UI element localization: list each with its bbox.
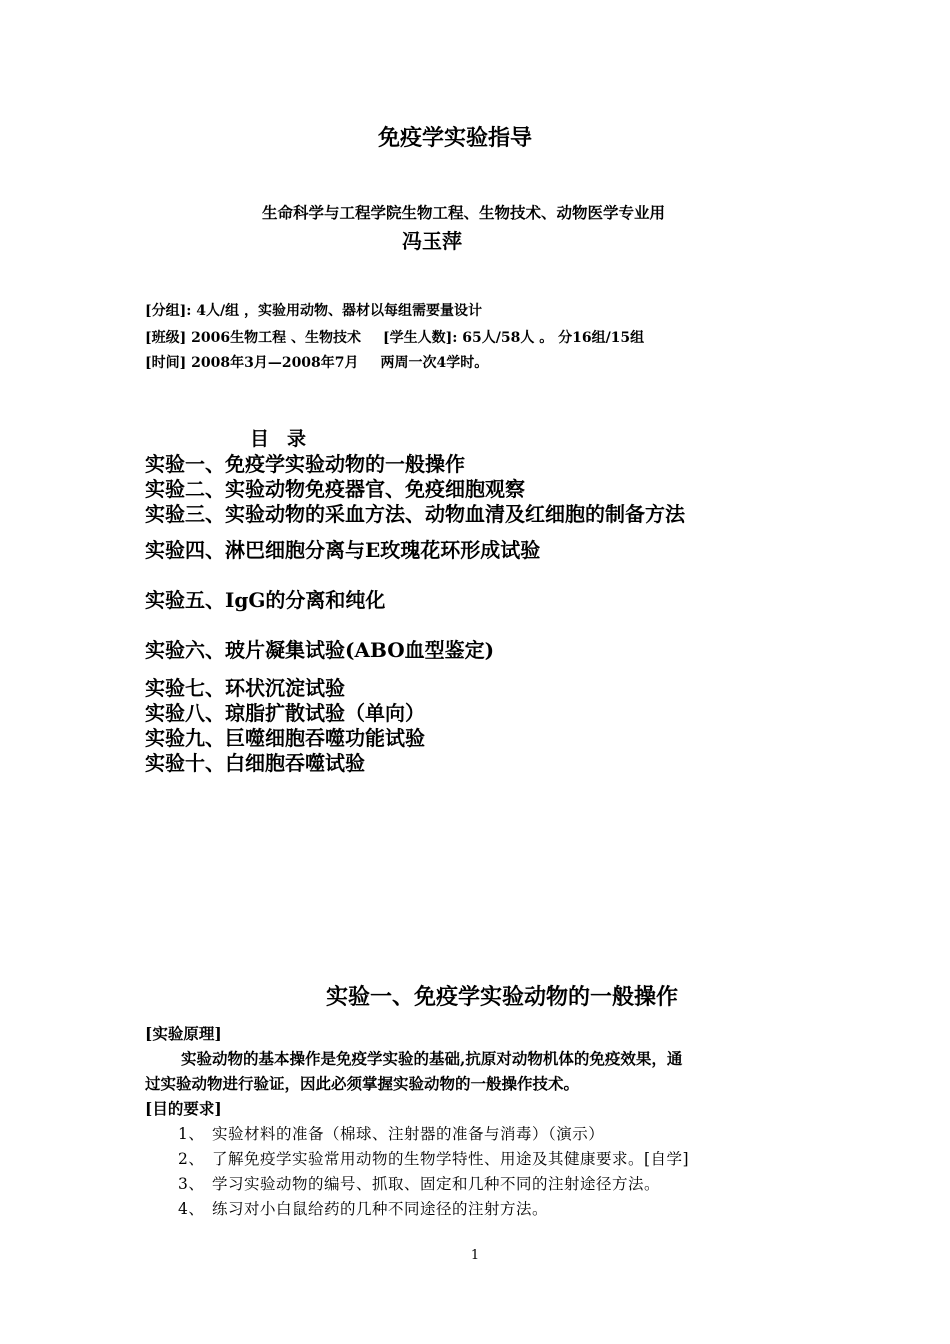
info-class-label: [班级] 2006生物工程 、生物技术 — [145, 330, 361, 346]
page-number: 1 — [470, 1248, 480, 1263]
requirement-number: 3、 — [178, 1175, 205, 1193]
toc-item: 实验三、实验动物的采血方法、动物血清及红细胞的制备方法 — [145, 502, 685, 526]
requirement-item — [178, 1147, 689, 1169]
info-time-range: [时间] 2008年3月—2008年7月 — [145, 355, 359, 371]
requirement-text: 了解免疫学实验常用动物的生物学特性、用途及其健康要求。[自学] — [212, 1150, 690, 1168]
info-time — [145, 352, 488, 372]
info-frequency: 两周一次4学时。 — [380, 355, 489, 371]
toc-item: 实验六、玻片凝集试验(ABO血型鉴定) — [145, 638, 495, 662]
toc-item: 实验九、巨噬细胞吞噬功能试验 — [145, 726, 425, 750]
toc-item: 实验十、白细胞吞噬试验 — [145, 751, 365, 775]
toc-item: 实验五、IgG的分离和纯化 — [145, 588, 386, 612]
principle-line-1: 实验动物的基本操作是免疫学实验的基础,抗原对动物机体的免疫效果，通 — [181, 1049, 683, 1068]
requirements-label: [目的要求] — [145, 1099, 222, 1118]
toc-item: 实验二、实验动物免疫器官、免疫细胞观察 — [145, 477, 525, 501]
toc-heading: 目录 — [250, 428, 325, 450]
principle-line-2: 过实验动物进行验证，因此必须掌握实验动物的一般操作技术。 — [145, 1074, 580, 1093]
requirement-text: 练习对小白鼠给药的几种不同途径的注射方法。 — [212, 1200, 549, 1218]
document-subtitle: 生命科学与工程学院生物工程、生物技术、动物医学专业用 — [262, 203, 666, 222]
requirement-item — [178, 1172, 660, 1194]
toc-item: 实验八、琼脂扩散试验（单向） — [145, 701, 425, 725]
toc-item: 实验一、免疫学实验动物的一般操作 — [145, 452, 465, 476]
toc-item: 实验七、环状沉淀试验 — [145, 676, 345, 700]
author-name: 冯玉萍 — [402, 229, 462, 253]
toc-item: 实验四、淋巴细胞分离与E玫瑰花环形成试验 — [145, 538, 541, 562]
info-student-count: [学生人数]: 65人/58人 。 分16组/15组 — [382, 330, 645, 346]
requirement-item — [178, 1197, 548, 1219]
requirement-text: 实验材料的准备（棉球、注射器的准备与消毒）（演示） — [212, 1125, 605, 1143]
section-title: 实验一、免疫学实验动物的一般操作 — [325, 984, 678, 1010]
requirement-number: 4、 — [178, 1200, 205, 1218]
info-grouping: [分组]: 4人/组 ，实验用动物、器材以每组需要量设计 — [145, 303, 483, 319]
requirement-number: 2、 — [178, 1150, 205, 1168]
info-class — [145, 327, 644, 347]
requirement-number: 1、 — [178, 1125, 205, 1143]
requirement-item — [178, 1122, 604, 1144]
principle-label: [实验原理] — [145, 1024, 222, 1043]
document-title: 免疫学实验指导 — [377, 125, 532, 151]
requirement-text: 学习实验动物的编号、抓取、固定和几种不同的注射途径方法。 — [212, 1175, 661, 1193]
